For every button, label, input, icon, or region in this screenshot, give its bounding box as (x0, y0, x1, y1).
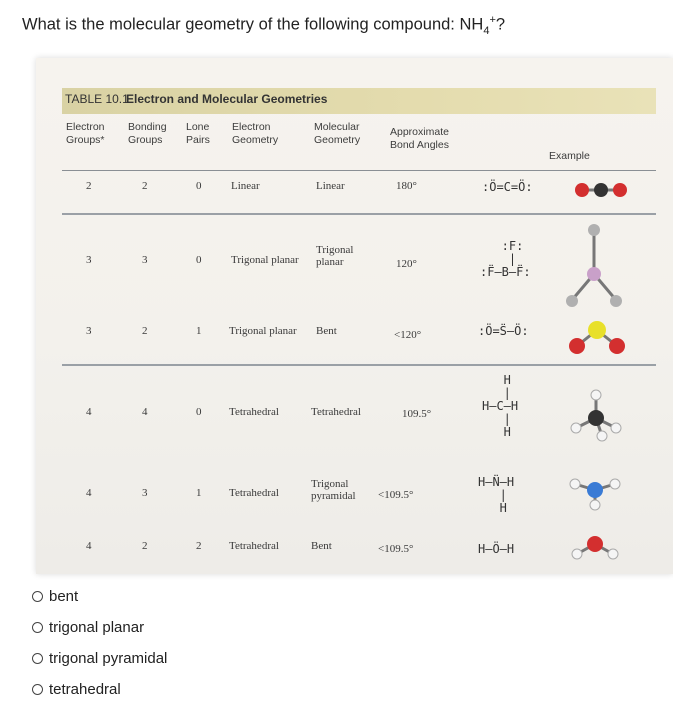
row-molecular-geometry: Bent (311, 540, 332, 552)
bf3-model-icon (562, 220, 626, 312)
header-rule (62, 170, 656, 171)
row-electron-groups: 2 (86, 180, 92, 192)
row-lone-pairs: 0 (196, 254, 202, 266)
row-lone-pairs: 0 (196, 180, 202, 192)
lewis-structure: H | H—C—H | H (482, 373, 519, 439)
lewis-structure: :F: | :F̈—B—F̈: (480, 239, 531, 279)
row-bonding-groups: 2 (142, 540, 148, 552)
row-lone-pairs: 0 (196, 406, 202, 418)
option-label: bent (49, 588, 79, 605)
header-electron-geometry: Electron Geometry (232, 121, 279, 146)
row-electron-groups: 3 (86, 325, 92, 337)
row-molecular-geometry: Trigonal pyramidal (311, 478, 356, 502)
row-electron-geometry: Tetrahedral (229, 487, 279, 499)
nh3-model-icon (565, 472, 625, 512)
row-electron-groups: 4 (86, 487, 92, 499)
header-lone-pairs: Lone Pairs (186, 121, 210, 146)
co2-model-icon (573, 179, 629, 201)
option-bent[interactable] (32, 581, 167, 612)
row-molecular-geometry: Trigonal planar (316, 244, 354, 268)
header-electron-groups: Electron Groups* (66, 121, 105, 146)
table-title: Electron and Molecular Geometries (126, 92, 328, 106)
radio-button[interactable] (32, 653, 43, 664)
header-bonding-groups: Bonding Groups (128, 121, 167, 146)
row-molecular-geometry: Bent (316, 325, 337, 337)
row-electron-geometry: Tetrahedral (229, 406, 279, 418)
option-label: trigonal planar (49, 619, 145, 636)
row-molecular-geometry: Tetrahedral (311, 406, 361, 418)
row-electron-geometry: Tetrahedral (229, 540, 279, 552)
lewis-structure: H—N̈—H | H (478, 475, 515, 515)
lewis-structure: H—Ö—H (478, 542, 515, 556)
row-lone-pairs: 1 (196, 325, 202, 337)
row-bonding-groups: 3 (142, 254, 148, 266)
answer-options (32, 581, 167, 705)
h2o-model-icon (566, 530, 624, 564)
row-bond-angle: 120° (396, 258, 417, 270)
question-text: What is the molecular geometry of the following compound: $NH_4^+$? (22, 14, 506, 37)
option-trigonal-pyramidal[interactable] (32, 643, 167, 674)
row-bond-angle: <109.5° (378, 543, 414, 555)
so2-model-icon (565, 318, 627, 358)
row-rule (62, 364, 656, 366)
ch4-model-icon (564, 388, 626, 444)
row-lone-pairs: 2 (196, 540, 202, 552)
row-bond-angle: <120° (394, 329, 422, 341)
row-electron-groups: 4 (86, 540, 92, 552)
row-electron-groups: 3 (86, 254, 92, 266)
row-bonding-groups: 4 (142, 406, 148, 418)
row-electron-geometry: Trigonal planar (231, 254, 299, 266)
row-bonding-groups: 2 (142, 180, 148, 192)
option-tetrahedral[interactable] (32, 674, 167, 705)
row-lone-pairs: 1 (196, 487, 202, 499)
header-bond-angles: Approximate Bond Angles (390, 126, 449, 151)
row-bond-angle: 180° (396, 180, 417, 192)
row-bond-angle: 109.5° (402, 408, 432, 420)
radio-button[interactable] (32, 591, 43, 602)
lewis-structure: :Ö=S̈—Ö: (478, 324, 529, 338)
option-label: tetrahedral (49, 681, 121, 698)
row-electron-geometry: Linear (231, 180, 260, 192)
option-trigonal-planar[interactable] (32, 612, 167, 643)
header-molecular-geometry: Molecular Geometry (314, 121, 361, 146)
row-bonding-groups: 3 (142, 487, 148, 499)
table-title-bar (62, 88, 656, 114)
row-rule (62, 213, 656, 215)
header-example: Example (549, 150, 590, 162)
row-bond-angle: <109.5° (378, 489, 414, 501)
row-electron-groups: 4 (86, 406, 92, 418)
row-molecular-geometry: Linear (316, 180, 345, 192)
lewis-structure: :Ö=C=Ö: (482, 180, 533, 194)
radio-button[interactable] (32, 622, 43, 633)
table-number: TABLE 10.1 (65, 92, 129, 106)
radio-button[interactable] (32, 684, 43, 695)
row-electron-geometry: Trigonal planar (229, 325, 297, 337)
row-bonding-groups: 2 (142, 325, 148, 337)
option-label: trigonal pyramidal (49, 650, 168, 667)
